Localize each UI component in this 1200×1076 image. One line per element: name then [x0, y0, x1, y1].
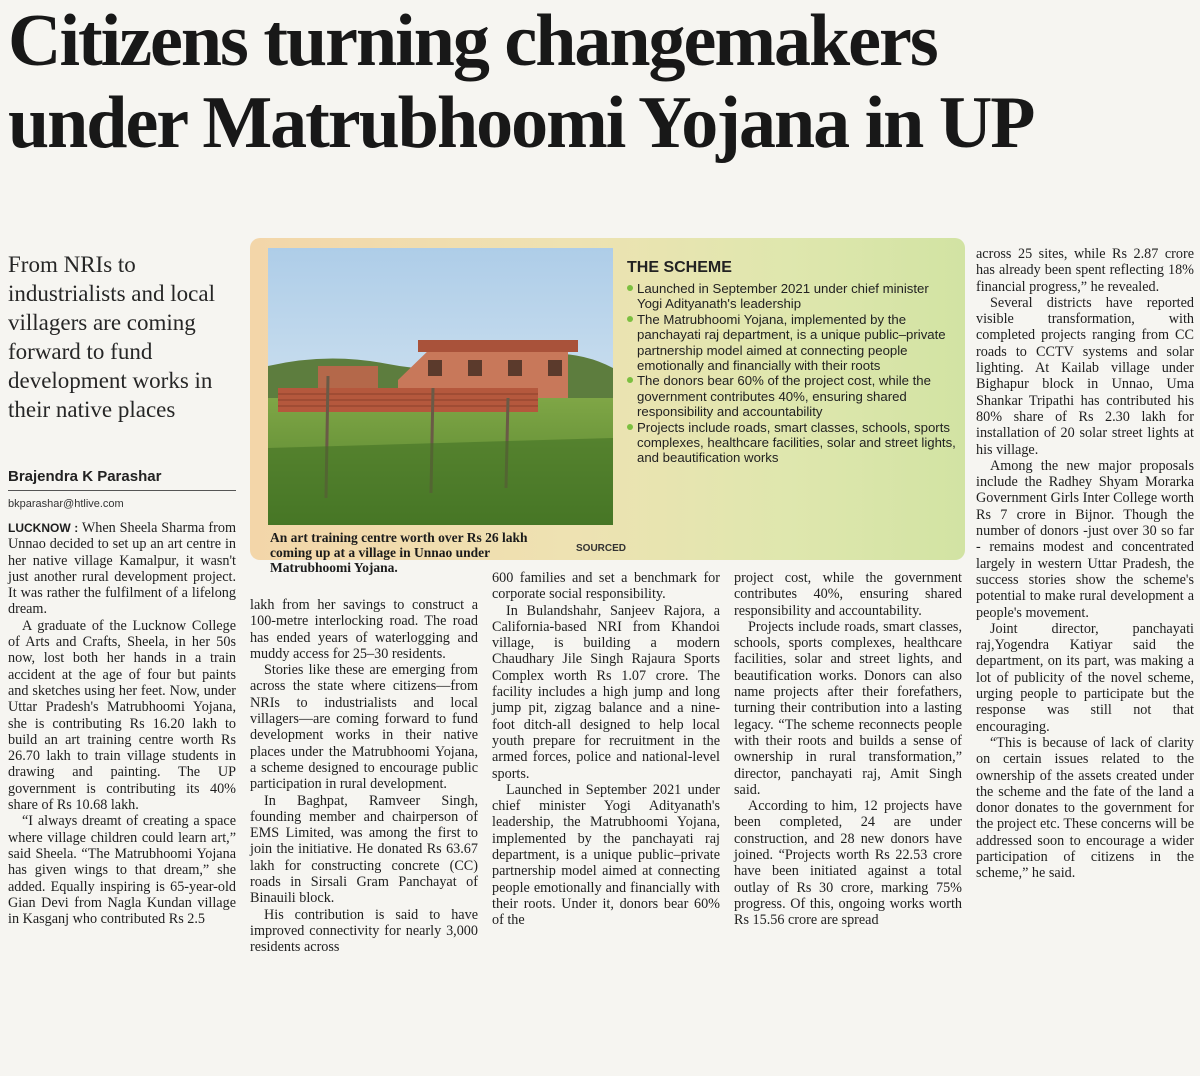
scheme-item: The Matrubhoomi Yojana, implemented by the panchayati raj department, is a unique public–private partnership model aimed at connecting people emotionally and financially with their roots: [627, 312, 957, 374]
photo-caption: An art training centre worth over Rs 26 lakh coming up at a village in Unnao under Matrubhoomi Yojana.: [270, 530, 528, 575]
article-photo: [268, 248, 613, 525]
paragraph: Launched in September 2021 under chief minister Yogi Adityanath's leadership, the Matrubhoomi Yojana, implemented by the panchayati raj department, is a unique public–private partnership model aimed at connecting people emotionally and financially with their roots. Under it, donors bear 60% of the: [492, 781, 720, 929]
paragraph: In Bulandshahr, Sanjeev Rajora, a California-based NRI from Khandoi village, is building a modern Chaudhary Jile Singh Rajaura Sports Complex worth Rs 1.07 crore. The facility includes a high jump and long jump pit, zigzag balance and a nine-foot ditch-all designed to help local youth prepare for recruitment in the armed forces, police and national-level sports.: [492, 602, 720, 782]
paragraph: Projects include roads, smart classes, schools, sports complexes, healthcare facilities, solar and street lights, and beautification works. Donors can also name projects after their forefathers, turning their contribution into a lasting legacy. “The scheme reconnects people with their roots and builds a sense of ownership in rural transformation,” director, panchayati raj, Amit Singh said.: [734, 618, 962, 798]
article-column-5: [976, 246, 1194, 882]
headline: [8, 0, 1198, 164]
paragraph: In Baghpat, Ramveer Singh, founding member and chairperson of EMS Limited, was among the first to join the initiative. He donated Rs 63.67 lakh for constructing concrete (CC) roads in Sirsali Gram Panchayat of Binauili block.: [250, 792, 478, 907]
paragraph: lakh from her savings to construct a 100-metre interlocking road. The road has ended years of waterlogging and muddy access for 25–30 residents.: [250, 597, 478, 662]
paragraph: “I always dreamt of creating a space where village children could learn art,” said Sheela. “The Matrubhoomi Yojana has given wings to that dream,” she added. Equally inspiring is 65-year-old Gian Devi from Nagla Kundan village in Kasganj who contributed Rs 2.5: [8, 813, 236, 928]
paragraph: According to him, 12 projects have been completed, 24 are under construction, and 28 new donors have joined. “Projects worth Rs 22.53 crore have been initiated against a total outlay of Rs 30 crore, marking 75% progress. Of this, ongoing works worth Rs 15.56 crore are spread: [734, 798, 962, 929]
paragraph: [8, 520, 236, 618]
paragraph: Several districts have reported visible transformation, with completed projects ranging from CC roads to CCTV systems and solar lighting. At Kailab village under Bighapur block in Unnao, Uma Shankar Tripathi has contributed his 80% share of Rs 2.30 lakh for installation of 20 solar street lights at his village.: [976, 294, 1194, 458]
byline-divider: [8, 490, 236, 491]
paragraph: Among the new major proposals include the Radhey Shyam Morarka Government Girls Inter College worth Rs 7 crore in Bijnor. Though the number of donors -just over 30 so far - remains modest and concentrated largely in western Uttar Pradesh, the success stories show the scheme's potential to make rural development a people's movement.: [976, 457, 1194, 621]
article-column-2: [250, 597, 478, 956]
paragraph: “This is because of lack of clarity on certain issues related to the ownership of the assets created under the scheme and the fate of the land a donor donates to the government for the project etc. These concerns will be addressed soon to encourage a wider participation of citizens in the scheme,” he said.: [976, 734, 1194, 882]
scheme-item: Launched in September 2021 under chief minister Yogi Adityanath's leadership: [627, 281, 957, 312]
article-column-3: [492, 570, 720, 929]
byline-author: Brajendra K Parashar: [8, 468, 162, 485]
paragraph: Stories like these are emerging from across the state where citizens—from NRIs to industrialists and local villagers—are coming forward to fund development works in their native places under the Matrubhoomi Yojana, a scheme designed to encourage public participation in rural development.: [250, 662, 478, 793]
article-column-1: [8, 520, 236, 927]
art-centre-photo-image: [268, 248, 613, 525]
paragraph: across 25 sites, while Rs 2.87 crore has already been spent reflecting 18% financial progress,” he revealed.: [976, 246, 1194, 295]
paragraph: Joint director, panchayati raj,Yogendra Katiyar said the department, on its part, was making a lot of publicity of the novel scheme, urging people to participate but the response was still not that encouraging.: [976, 620, 1194, 735]
paragraph: project cost, while the government contributes 40%, ensuring shared responsibility and accountability.: [734, 570, 962, 619]
scheme-item: Projects include roads, smart classes, schools, sports complexes, healthcare facilities, solar and street lights, and beautification works: [627, 420, 957, 466]
paragraph: His contribution is said to have improved connectivity for nearly 3,000 residents across: [250, 906, 478, 956]
dateline: LUCKNOW :: [8, 521, 79, 535]
scheme-title: THE SCHEME: [627, 259, 732, 276]
byline-email: bkparashar@htlive.com: [8, 498, 124, 510]
headline-line-1: Citizens turning changemakers: [8, 0, 937, 82]
scheme-list: [627, 281, 957, 466]
scheme-item: The donors bear 60% of the project cost, while the government contributes 40%, ensuring shared responsibility and accountability: [627, 373, 957, 419]
paragraph-text: When Sheela Sharma from Unnao decided to set up an art centre in her native village Kamalpur, it wasn't just another rural development project. It was rather the fulfilment of a lifelong dream.: [8, 520, 237, 618]
photo-credit: SOURCED: [576, 543, 627, 554]
article-column-4: [734, 570, 962, 929]
paragraph: A graduate of the Lucknow College of Arts and Crafts, Sheela, in her 50s now, lost both her hands in a train accident at the age of four but paints and sketches using her feet. Now, under Uttar Pradesh's Matrubhoomi Yojana, she is contributing Rs 16.20 lakh to build an art training centre worth Rs 26.70 lakh to train village students in drawing and painting. The UP government is contributing its 40% share of Rs 10.68 lakh.: [8, 617, 236, 814]
standfirst: From NRIs to industrialists and local villagers are coming forward to fund development works in their native places: [8, 252, 215, 422]
paragraph: 600 families and set a benchmark for corporate social responsibility.: [492, 570, 720, 603]
headline-line-2: under Matrubhoomi Yojana in UP: [8, 82, 1034, 164]
